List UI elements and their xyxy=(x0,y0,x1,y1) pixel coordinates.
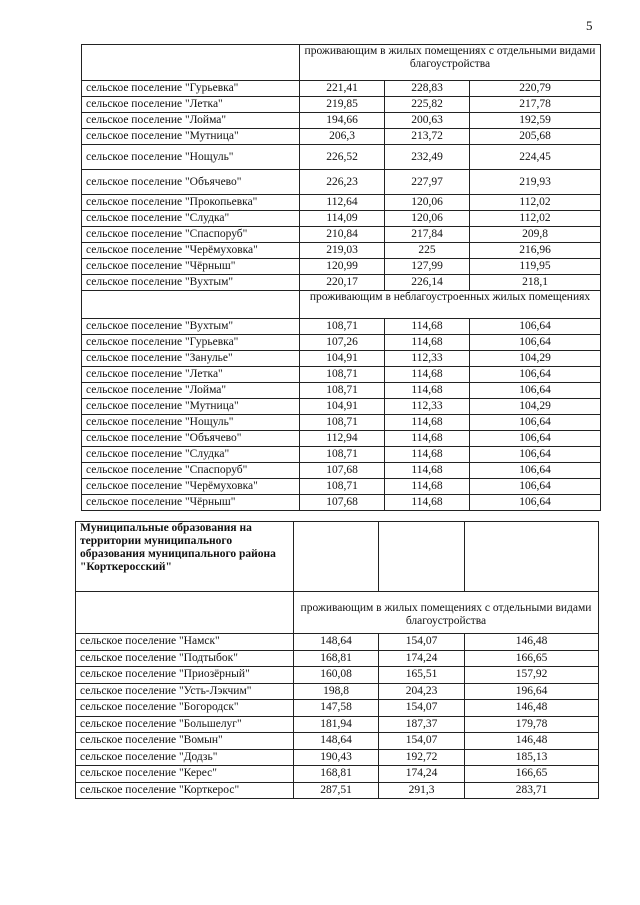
tariff-value-2: 228,83 xyxy=(385,81,470,97)
section-header-unimproved: проживающим в неблагоустроенных жилых помещениях xyxy=(300,291,601,319)
tariff-value-3: 166,65 xyxy=(465,650,599,667)
settlement-name: сельское поселение "Прокопьевка" xyxy=(82,195,300,211)
tariff-value-2: 114,68 xyxy=(385,335,470,351)
tariff-value-3: 224,45 xyxy=(470,145,601,170)
settlement-name: сельское поселение "Нощуль" xyxy=(82,145,300,170)
tariff-value-2: 200,63 xyxy=(385,113,470,129)
tariff-value-2: 154,07 xyxy=(379,634,465,651)
tariff-value-1: 120,99 xyxy=(300,259,385,275)
page-number: 5 xyxy=(586,18,593,33)
tariff-value-3: 209,8 xyxy=(470,227,601,243)
tariff-value-2: 114,68 xyxy=(385,319,470,335)
settlement-name: сельское поселение "Приозёрный" xyxy=(76,667,294,684)
tariff-value-1: 206,3 xyxy=(300,129,385,145)
settlement-name: сельское поселение "Лойма" xyxy=(82,383,300,399)
section-header-row xyxy=(82,291,601,319)
tariff-value-2: 165,51 xyxy=(379,667,465,684)
settlement-name: сельское поселение "Чёрныш" xyxy=(82,259,300,275)
tariff-value-2: 226,14 xyxy=(385,275,470,291)
tariff-value-2: 120,06 xyxy=(385,211,470,227)
tariff-value-2: 114,68 xyxy=(385,431,470,447)
settlement-name: сельское поселение "Гурьевка" xyxy=(82,335,300,351)
settlement-name: сельское поселение "Черёмуховка" xyxy=(82,479,300,495)
tariff-value-3: 106,64 xyxy=(470,447,601,463)
tariff-value-3: 219,93 xyxy=(470,170,601,195)
tariff-value-1: 287,51 xyxy=(294,782,379,799)
tariff-value-2: 174,24 xyxy=(379,650,465,667)
settlement-name: сельское поселение "Спаспоруб" xyxy=(82,463,300,479)
table-row xyxy=(82,447,601,463)
tariff-value-3: 205,68 xyxy=(470,129,601,145)
table-row xyxy=(82,97,601,113)
settlement-name: сельское поселение "Додзь" xyxy=(76,749,294,766)
settlement-name: сельское поселение "Корткерос" xyxy=(76,782,294,799)
settlement-name: сельское поселение "Намск" xyxy=(76,634,294,651)
tariff-value-2: 291,3 xyxy=(379,782,465,799)
tariff-value-1: 219,85 xyxy=(300,97,385,113)
section-header-blank xyxy=(82,45,300,81)
tariff-value-2: 174,24 xyxy=(379,766,465,783)
tariff-value-2: 114,68 xyxy=(385,415,470,431)
table-row xyxy=(76,733,599,750)
tariff-value-2: 154,07 xyxy=(379,700,465,717)
table-row xyxy=(76,700,599,717)
tariff-value-1: 198,8 xyxy=(294,683,379,700)
tariff-value-1: 226,52 xyxy=(300,145,385,170)
tariff-value-1: 107,68 xyxy=(300,495,385,511)
mo-blank-2 xyxy=(379,522,465,592)
tariff-value-1: 112,64 xyxy=(300,195,385,211)
tariff-value-1: 112,94 xyxy=(300,431,385,447)
settlement-name: сельское поселение "Слудка" xyxy=(82,447,300,463)
tariff-value-2: 114,68 xyxy=(385,447,470,463)
tariff-value-1: 181,94 xyxy=(294,716,379,733)
settlement-name: сельское поселение "Богородск" xyxy=(76,700,294,717)
tariff-value-3: 106,64 xyxy=(470,367,601,383)
tariff-value-3: 179,78 xyxy=(465,716,599,733)
settlement-name: сельское поселение "Лойма" xyxy=(82,113,300,129)
tariff-value-3: 106,64 xyxy=(470,463,601,479)
table-row xyxy=(82,195,601,211)
tariff-value-2: 114,68 xyxy=(385,367,470,383)
tariff-value-2: 232,49 xyxy=(385,145,470,170)
section-header-row xyxy=(76,592,599,634)
tariff-value-2: 127,99 xyxy=(385,259,470,275)
settlement-name: сельское поселение "Усть-Лэкчим" xyxy=(76,683,294,700)
tariff-value-3: 218,1 xyxy=(470,275,601,291)
tariff-value-1: 226,23 xyxy=(300,170,385,195)
table-row xyxy=(82,399,601,415)
tariff-value-2: 204,23 xyxy=(379,683,465,700)
tariff-table-2 xyxy=(75,521,599,799)
tariff-value-3: 119,95 xyxy=(470,259,601,275)
tariff-value-1: 220,17 xyxy=(300,275,385,291)
tariff-value-1: 108,71 xyxy=(300,415,385,431)
table-row xyxy=(76,667,599,684)
tariff-value-1: 221,41 xyxy=(300,81,385,97)
tariff-value-3: 185,13 xyxy=(465,749,599,766)
tariff-value-2: 112,33 xyxy=(385,351,470,367)
table-row xyxy=(76,683,599,700)
table-row xyxy=(82,275,601,291)
table-row xyxy=(76,766,599,783)
tariff-value-2: 192,72 xyxy=(379,749,465,766)
table-row xyxy=(82,495,601,511)
tariff-value-2: 114,68 xyxy=(385,463,470,479)
settlement-name: сельское поселение "Вухтым" xyxy=(82,319,300,335)
settlement-name: сельское поселение "Вомын" xyxy=(76,733,294,750)
tariff-value-1: 108,71 xyxy=(300,367,385,383)
mo-blank-3 xyxy=(465,522,599,592)
tariff-value-3: 196,64 xyxy=(465,683,599,700)
tariff-value-3: 217,78 xyxy=(470,97,601,113)
table-row xyxy=(82,383,601,399)
tariff-value-1: 168,81 xyxy=(294,650,379,667)
table-row xyxy=(82,259,601,275)
settlement-name: сельское поселение "Летка" xyxy=(82,97,300,113)
tariff-value-1: 108,71 xyxy=(300,447,385,463)
tariff-value-1: 168,81 xyxy=(294,766,379,783)
tariff-value-2: 120,06 xyxy=(385,195,470,211)
table-row xyxy=(82,463,601,479)
settlement-name: сельское поселение "Чёрныш" xyxy=(82,495,300,511)
settlement-name: сельское поселение "Большелуг" xyxy=(76,716,294,733)
tariff-value-1: 148,64 xyxy=(294,733,379,750)
tariff-value-3: 216,96 xyxy=(470,243,601,259)
settlement-name: сельское поселение "Слудка" xyxy=(82,211,300,227)
tariff-value-1: 104,91 xyxy=(300,399,385,415)
tariff-value-1: 107,68 xyxy=(300,463,385,479)
table-row xyxy=(82,335,601,351)
tariff-value-3: 192,59 xyxy=(470,113,601,129)
settlement-name: сельское поселение "Объячево" xyxy=(82,431,300,447)
settlement-name: сельское поселение "Гурьевка" xyxy=(82,81,300,97)
section-header-improved: проживающим в жилых помещениях с отдельными видами благоустройства xyxy=(300,45,601,81)
tariff-value-2: 114,68 xyxy=(385,495,470,511)
tariff-value-2: 225,82 xyxy=(385,97,470,113)
tariff-table-1 xyxy=(81,44,601,511)
settlement-name: сельское поселение "Мутница" xyxy=(82,399,300,415)
settlement-name: сельское поселение "Спаспоруб" xyxy=(82,227,300,243)
tariff-value-3: 106,64 xyxy=(470,415,601,431)
tariff-value-3: 104,29 xyxy=(470,351,601,367)
settlement-name: сельское поселение "Черёмуховка" xyxy=(82,243,300,259)
tariff-value-1: 219,03 xyxy=(300,243,385,259)
settlement-name: сельское поселение "Объячево" xyxy=(82,170,300,195)
settlement-name: сельское поселение "Занулье" xyxy=(82,351,300,367)
tariff-value-1: 160,08 xyxy=(294,667,379,684)
tariff-value-1: 104,91 xyxy=(300,351,385,367)
tariff-value-3: 112,02 xyxy=(470,211,601,227)
tariff-value-2: 225 xyxy=(385,243,470,259)
tariff-value-3: 106,64 xyxy=(470,431,601,447)
tariff-value-2: 154,07 xyxy=(379,733,465,750)
tariff-value-1: 194,66 xyxy=(300,113,385,129)
table-row xyxy=(76,782,599,799)
tariff-value-1: 114,09 xyxy=(300,211,385,227)
table-row xyxy=(82,170,601,195)
settlement-name: сельское поселение "Нощуль" xyxy=(82,415,300,431)
tariff-value-1: 190,43 xyxy=(294,749,379,766)
tariff-value-3: 146,48 xyxy=(465,733,599,750)
table-row xyxy=(76,634,599,651)
tariff-value-1: 108,71 xyxy=(300,383,385,399)
section-header-row xyxy=(82,45,601,81)
tariff-value-1: 107,26 xyxy=(300,335,385,351)
tariff-value-1: 147,58 xyxy=(294,700,379,717)
table-row xyxy=(82,113,601,129)
tariff-value-1: 210,84 xyxy=(300,227,385,243)
section-header-improved: проживающим в жилых помещениях с отдельными видами благоустройства xyxy=(294,592,599,634)
tariff-value-2: 114,68 xyxy=(385,383,470,399)
settlement-name: сельское поселение "Мутница" xyxy=(82,129,300,145)
tariff-value-2: 114,68 xyxy=(385,479,470,495)
tariff-value-2: 217,84 xyxy=(385,227,470,243)
table-row xyxy=(76,650,599,667)
table-row xyxy=(82,431,601,447)
tariff-value-1: 108,71 xyxy=(300,479,385,495)
tariff-value-3: 220,79 xyxy=(470,81,601,97)
tariff-value-1: 108,71 xyxy=(300,319,385,335)
table-row xyxy=(76,749,599,766)
section-header-blank xyxy=(76,592,294,634)
table-row xyxy=(76,716,599,733)
tariff-value-3: 106,64 xyxy=(470,319,601,335)
settlement-name: сельское поселение "Керес" xyxy=(76,766,294,783)
tariff-table-1-body xyxy=(82,45,601,511)
table-row xyxy=(82,145,601,170)
tariff-value-2: 213,72 xyxy=(385,129,470,145)
tariff-table-2-body xyxy=(76,522,599,799)
mo-title: Муниципальные образования на территории муниципального образования муниципального района "Корткеросский" xyxy=(76,522,294,592)
table-row xyxy=(82,367,601,383)
tariff-value-3: 106,64 xyxy=(470,383,601,399)
table-row xyxy=(82,415,601,431)
table-row xyxy=(82,479,601,495)
tariff-value-3: 146,48 xyxy=(465,634,599,651)
section-header-blank xyxy=(82,291,300,319)
tariff-value-3: 106,64 xyxy=(470,495,601,511)
table-row xyxy=(82,211,601,227)
mo-title-row xyxy=(76,522,599,592)
table-row xyxy=(82,129,601,145)
tariff-value-1: 148,64 xyxy=(294,634,379,651)
table-row xyxy=(82,243,601,259)
tariff-value-3: 106,64 xyxy=(470,335,601,351)
tariff-value-3: 157,92 xyxy=(465,667,599,684)
tariff-value-3: 112,02 xyxy=(470,195,601,211)
mo-blank-1 xyxy=(294,522,379,592)
tariff-value-3: 166,65 xyxy=(465,766,599,783)
settlement-name: сельское поселение "Подтыбок" xyxy=(76,650,294,667)
tariff-value-3: 106,64 xyxy=(470,479,601,495)
tariff-value-3: 146,48 xyxy=(465,700,599,717)
table-row xyxy=(82,81,601,97)
table-row xyxy=(82,319,601,335)
table-row xyxy=(82,351,601,367)
tariff-value-2: 112,33 xyxy=(385,399,470,415)
settlement-name: сельское поселение "Вухтым" xyxy=(82,275,300,291)
tariff-value-3: 104,29 xyxy=(470,399,601,415)
tariff-value-2: 227,97 xyxy=(385,170,470,195)
table-row xyxy=(82,227,601,243)
settlement-name: сельское поселение "Летка" xyxy=(82,367,300,383)
tariff-value-2: 187,37 xyxy=(379,716,465,733)
tariff-value-3: 283,71 xyxy=(465,782,599,799)
